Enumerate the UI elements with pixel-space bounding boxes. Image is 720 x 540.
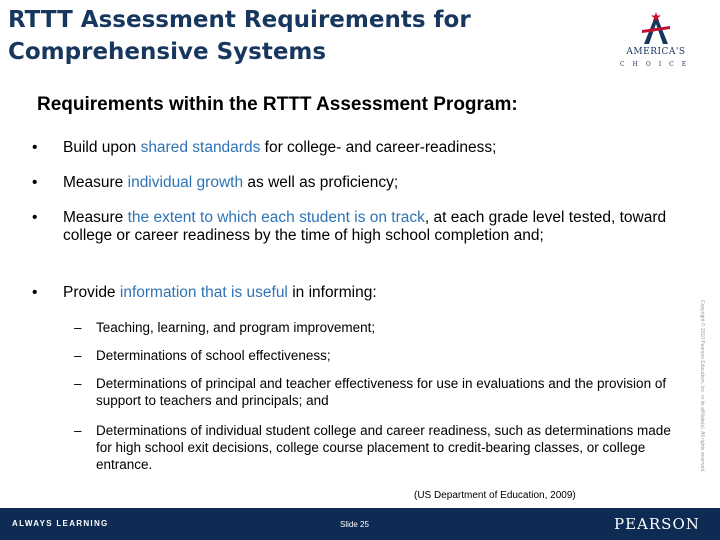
- footer-tagline: ALWAYS LEARNING: [12, 519, 109, 528]
- highlight-text: shared standards: [140, 139, 261, 156]
- section-heading: Requirements within the RTTT Assessment Program:: [37, 94, 518, 115]
- bullet-text: Measure the extent to which each student is on track, at each grade level tested, toward college or career readiness by the time of high school completion and;: [63, 209, 667, 244]
- sub-item-text: Determinations of individual student college and career readiness, such as determinations made for high school exit decisions, college course placement to credit-bearing classes, or college entrance.: [96, 423, 671, 472]
- slide-title: RTTT Assessment Requirements for Comprehensive Systems: [8, 7, 471, 65]
- pearson-logo: PEARSON: [614, 515, 700, 533]
- bullet-icon: •: [32, 284, 38, 301]
- copyright-notice: Copyright © 2010 Pearson Education, Inc. or its affiliate(s). All rights reserved.: [699, 300, 705, 473]
- logo-subtext: CHOICE: [620, 61, 695, 68]
- sub-item-text: Determinations of principal and teacher effectiveness for use in evaluations and the provision of support to teachers and principals; and: [96, 376, 667, 408]
- highlight-text: the extent to which each student is on track: [127, 209, 425, 226]
- sub-item-text: Teaching, learning, and program improvement;: [96, 320, 376, 335]
- bullet-text: Provide information that is useful in informing:: [63, 284, 377, 301]
- logo-wordmark: AMERICA'S: [626, 47, 686, 57]
- bullet-text: Measure individual growth as well as proficiency;: [63, 174, 399, 191]
- footer-bar: [0, 508, 720, 540]
- bullet-text: Build upon shared standards for college- and career-readiness;: [63, 139, 497, 156]
- highlight-text: information that is useful: [119, 284, 288, 301]
- citation: (US Department of Education, 2009): [414, 490, 576, 501]
- sub-item-text: Determinations of school effectiveness;: [96, 348, 331, 363]
- slide-number: Slide 25: [340, 520, 369, 529]
- bullet-icon: •: [32, 174, 38, 191]
- dash-icon: –: [74, 348, 82, 363]
- dash-icon: –: [74, 376, 82, 391]
- bullet-icon: •: [32, 139, 38, 156]
- dash-icon: –: [74, 320, 82, 335]
- star-a-logo-icon: [640, 12, 672, 46]
- highlight-text: individual growth: [127, 174, 244, 191]
- bullet-icon: •: [32, 209, 38, 226]
- americas-choice-logo: [620, 12, 695, 72]
- dash-icon: –: [74, 423, 82, 438]
